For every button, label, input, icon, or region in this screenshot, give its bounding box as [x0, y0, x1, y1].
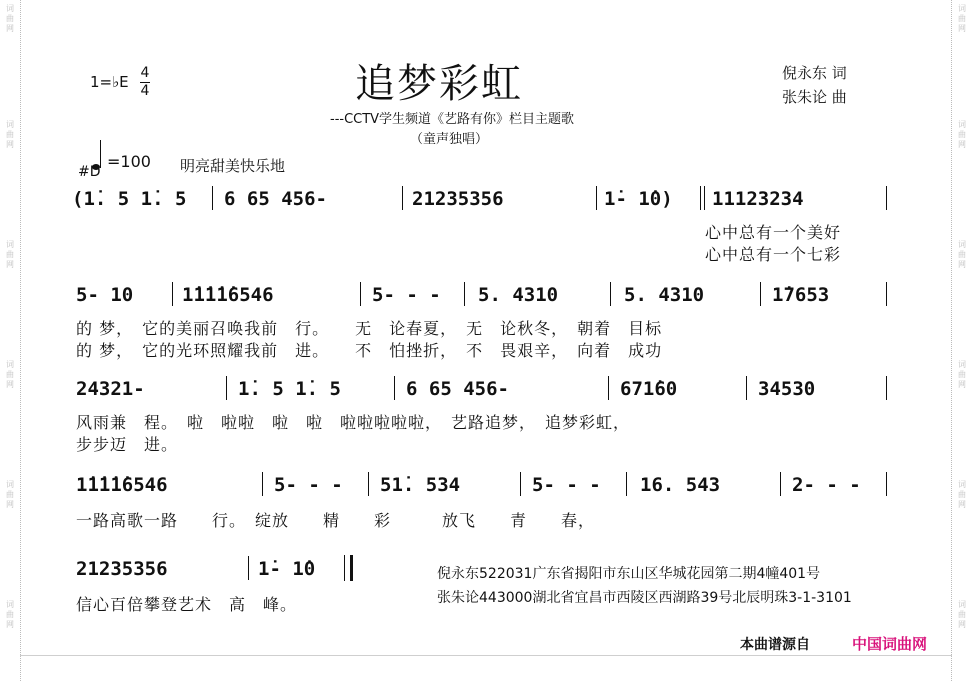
bar-line [394, 376, 395, 400]
lyric-line: 信心百倍攀登艺术 高 峰。 [76, 595, 298, 614]
measure: 11123234 [712, 188, 804, 210]
bar-line [626, 472, 627, 496]
final-bar-line-thick [350, 555, 353, 581]
measure: 16. 543 [640, 474, 721, 496]
measure: 1̇7653 [772, 284, 830, 306]
composer-credit: 张朱论 曲 [782, 88, 847, 106]
measure: 5. 4310 [624, 284, 705, 306]
measure: (1̇. 5 1̇. 5 [72, 188, 187, 210]
measure: 6 65 456- [224, 188, 327, 210]
lyricist-address: 倪永东522031广东省揭阳市东山区华城花园第二期4幢401号 [437, 566, 821, 582]
final-bar-line [344, 555, 345, 581]
measure: 1̇1̇1̇1̇6546 [182, 284, 274, 306]
lyric-line: 步步迈 进。 [76, 435, 179, 454]
measure: 6 65 456- [406, 378, 509, 400]
lyric-line: 一路高歌一路 行。 绽放 精 彩 放飞 青 春， [76, 511, 596, 530]
bar-line [746, 376, 747, 400]
lyric-line: 心中总有一个美好 [705, 223, 842, 242]
bar-line [360, 282, 361, 306]
bar-line [704, 186, 705, 210]
measure: 1̇1̇1̇1̇6546 [76, 474, 168, 496]
lyric-line: 的 梦， 它的美丽召唤我前 行。 无 论春夏， 无 论秋冬， 朝着 目标 [76, 319, 663, 338]
edge-watermark: 词曲网 [6, 480, 14, 509]
edge-watermark: 词曲网 [958, 360, 966, 389]
bar-line [886, 376, 887, 400]
bar-line [248, 556, 249, 580]
key-signature: 1=♭E [90, 73, 129, 91]
measure: 671̇60 [620, 378, 678, 400]
edge-watermark: 词曲网 [958, 240, 966, 269]
bottom-frame-line [20, 655, 952, 656]
bar-line [760, 282, 761, 306]
bar-line [520, 472, 521, 496]
lyric-line: 风雨兼 程。 啦 啦啦 啦 啦 啦啦啦啦啦， 艺路追梦， 追梦彩虹， [76, 413, 631, 432]
edge-watermark: 词曲网 [958, 480, 966, 509]
lyric-line: 心中总有一个七彩 [705, 245, 842, 264]
measure: 5- 10 [76, 284, 134, 306]
song-performance-note: （童声独唱） [410, 132, 489, 147]
bar-line [610, 282, 611, 306]
measure: 2- - - [792, 474, 861, 496]
measure: 5- - - [532, 474, 601, 496]
measure: 24321- [76, 378, 145, 400]
measure: 5- - - [274, 474, 343, 496]
time-signature-bottom: 4 [140, 83, 150, 99]
left-frame-line [20, 0, 21, 681]
measure: 21235356 [412, 188, 504, 210]
source-label: 本曲谱源自 [740, 637, 810, 653]
bar-line [368, 472, 369, 496]
bar-line [596, 186, 597, 210]
bar-line [262, 472, 263, 496]
tempo-marking: =100 [107, 152, 151, 171]
bar-line [172, 282, 173, 306]
expression-marking: 明亮甜美快乐地 [180, 157, 286, 175]
measure: 5- - - [372, 284, 441, 306]
measure: 51̇. 534 [380, 474, 461, 496]
measure: 1̇. 5 1̇. 5 [238, 378, 341, 400]
bar-line [886, 186, 887, 210]
time-signature [140, 66, 150, 99]
bar-line [212, 186, 213, 210]
composer-address: 张朱论443000湖北省宜昌市西陵区西湖路39号北辰明珠3-1-3101 [437, 590, 852, 606]
song-title: 追梦彩虹 [355, 61, 523, 107]
measure: 5. 4310 [478, 284, 559, 306]
edge-watermark: 词曲网 [958, 600, 966, 629]
hash-mark: #D [78, 164, 101, 180]
measure: 1̇- 1̇0 [258, 558, 316, 580]
edge-watermark: 词曲网 [6, 360, 14, 389]
bar-line [226, 376, 227, 400]
time-signature-top: 4 [140, 65, 150, 81]
measure: 34530 [758, 378, 816, 400]
bar-line [700, 186, 701, 210]
lyric-line: 的 梦， 它的光环照耀我前 进。 不 怕挫折， 不 畏艰辛， 向着 成功 [76, 341, 663, 360]
lyricist-credit: 倪永东 词 [782, 64, 847, 82]
edge-watermark: 词曲网 [958, 120, 966, 149]
edge-watermark: 词曲网 [958, 4, 966, 33]
measure: 21235356 [76, 558, 168, 580]
bar-line [886, 472, 887, 496]
song-subtitle: ---CCTV学生频道《艺路有你》栏目主题歌 [330, 112, 575, 127]
bar-line [886, 282, 887, 306]
edge-watermark: 词曲网 [6, 120, 14, 149]
edge-watermark: 词曲网 [6, 4, 14, 33]
bar-line [402, 186, 403, 210]
bar-line [780, 472, 781, 496]
edge-watermark: 词曲网 [6, 600, 14, 629]
measure: 1̇- 1̇0) [604, 188, 673, 210]
right-frame-line [951, 0, 952, 681]
bar-line [608, 376, 609, 400]
site-logo-link[interactable]: 中国词曲网 [852, 635, 928, 653]
bar-line [464, 282, 465, 306]
edge-watermark: 词曲网 [6, 240, 14, 269]
